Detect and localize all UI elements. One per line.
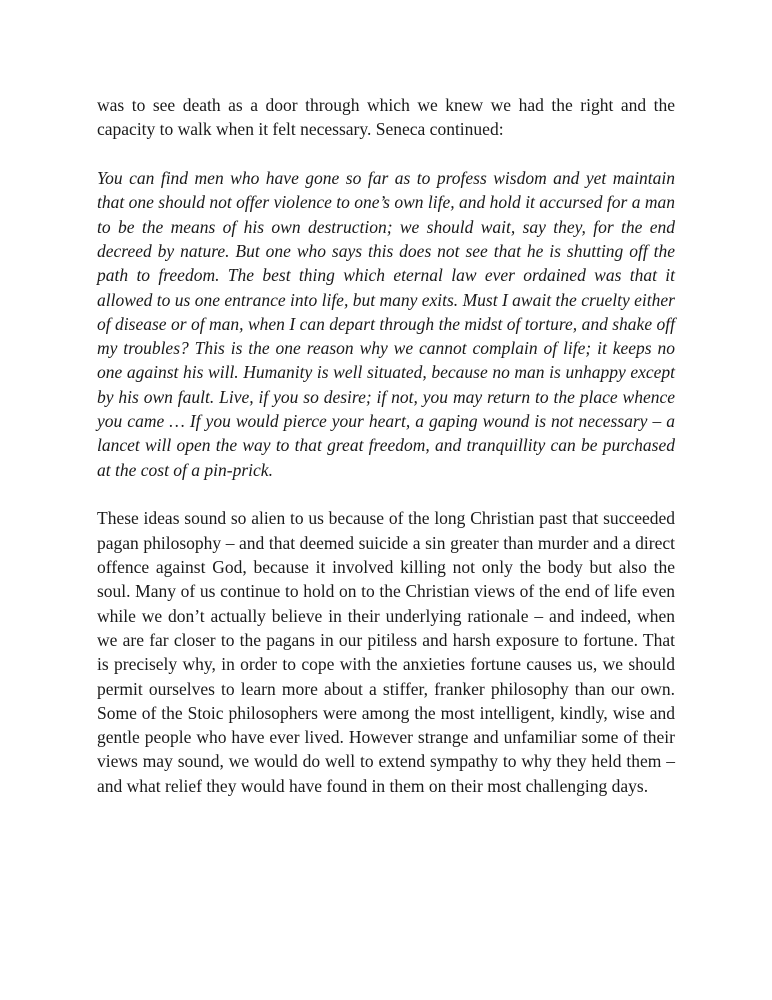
document-page [97, 93, 675, 798]
body-paragraph-intro: was to see death as a door through which we knew we had the right and the capacity to walk when it felt necessary. Seneca continued: [97, 95, 675, 140]
body-paragraph-commentary: These ideas sound so alien to us because of the long Christian past that succeeded pagan philosophy – and that deemed suicide a sin greater than murder and a direct offence against God, because it involved killing not only the body but also the soul. Many of us continue to hold on to the Christian views of the end of life even while we don’t actually believe in their underlying rationale – and indeed, when we are far closer to the pagans in our pitiless and harsh exposure to fortune. That is precisely why, in order to cope with the anxieties fortune causes us, we should permit ourselves to learn more about a stiffer, franker philosophy than our own. Some of the Stoic philosophers were among the most intelligent, kindly, wise and gentle people who have ever lived. However strange and unfamiliar some of their views may sound, we would do well to extend sympathy to why they held them – and what relief they would have found in them on their most challenging days. [97, 508, 675, 796]
seneca-quote-paragraph: You can find men who have gone so far as to profess wisdom and yet maintain that one should not offer violence to one’s own life, and hold it accursed for a man to be the means of his own destruction; we should wait, say they, for the end decreed by nature. But one who says this does not see that he is shutting off the path to freedom. The best thing which eternal law ever ordained was that it allowed to us one entrance into life, but many exits. Must I await the cruelty either of disease or of man, when I can depart through the midst of torture, and shake off my troubles? This is the one reason why we cannot complain of life; it keeps no one against his will. Humanity is well situated, because no man is unhappy except by his own fault. Live, if you so desire; if not, you may return to the place whence you came … If you would pierce your heart, a gaping wound is not necessary – a lancet will open the way to that great freedom, and tranquillity can be purchased at the cost of a pin-prick. [97, 168, 675, 480]
